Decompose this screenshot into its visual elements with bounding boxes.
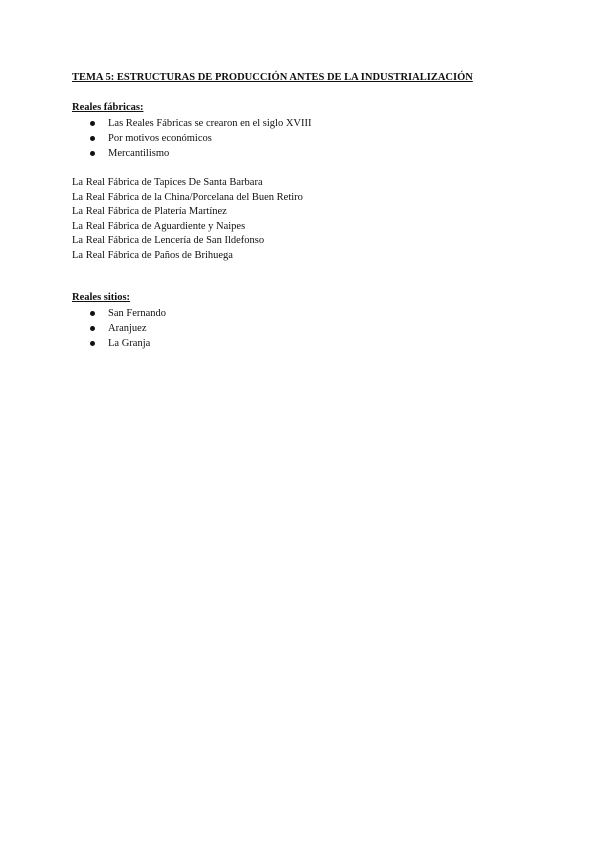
- list-item: [86, 116, 312, 131]
- list-item-text: Mercantilismo: [108, 148, 170, 159]
- reales-fabricas-bullet-list: [86, 116, 312, 161]
- list-item: [86, 146, 312, 161]
- list-item-text: Por motivos económicos: [108, 133, 212, 144]
- list-item: La Real Fábrica de Lencería de San Ildefonso: [72, 235, 265, 246]
- bullet-icon: [90, 326, 95, 331]
- document-title: TEMA 5: ESTRUCTURAS DE PRODUCCIÓN ANTES DE LA INDUSTRIALIZACIÓN: [72, 72, 473, 83]
- section-heading-reales-sitios: Reales sitios:: [72, 292, 131, 303]
- list-item: La Real Fábrica de Tapices De Santa Barbara: [72, 177, 263, 188]
- section-heading-reales-fabricas: Reales fábricas:: [72, 102, 144, 113]
- list-item: [86, 131, 312, 146]
- bullet-icon: [90, 341, 95, 346]
- list-item-text: La Granja: [108, 338, 151, 349]
- reales-fabricas-list: [72, 176, 303, 263]
- bullet-icon: [90, 121, 95, 126]
- list-item-text: Aranjuez: [108, 323, 147, 334]
- list-item: La Real Fábrica de Aguardiente y Naipes: [72, 220, 246, 232]
- list-item-text: San Fernando: [108, 308, 167, 319]
- list-item: La Real Fábrica de Paños de Brihuega: [72, 249, 233, 261]
- bullet-icon: [90, 311, 95, 316]
- list-item: [86, 306, 166, 321]
- list-item: La Real Fábrica de la China/Porcelana del Buen Retiro: [72, 191, 303, 203]
- reales-sitios-bullet-list: [86, 306, 166, 351]
- list-item-text: Las Reales Fábricas se crearon en el siglo XVIII: [108, 118, 312, 129]
- bullet-icon: [90, 136, 95, 141]
- list-item: La Real Fábrica de Platería Martínez: [72, 206, 227, 217]
- list-item: [86, 321, 166, 336]
- list-item: [86, 336, 166, 351]
- bullet-icon: [90, 151, 95, 156]
